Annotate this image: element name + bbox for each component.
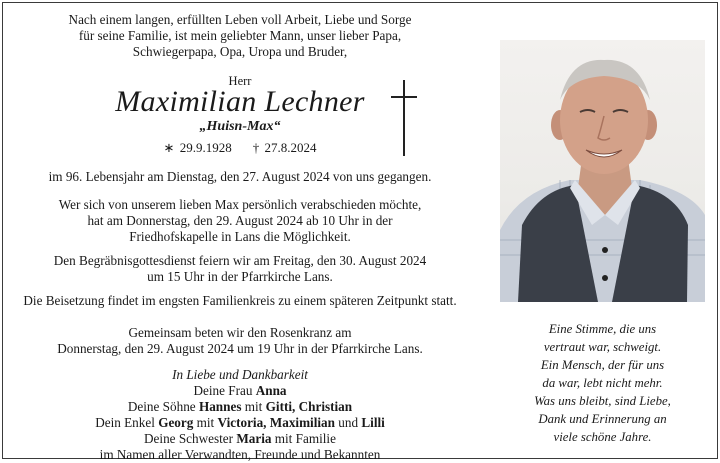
portrait-illustration [500,40,705,302]
mourner-sons: Deine Söhne Hannes mit Gitti, Christian [127,399,353,414]
age-line [0,169,480,185]
death-date: † 27.8.2024 [252,140,317,155]
poem-line: Dank und Erinnerung an [538,412,667,426]
poem-line: viele schöne Jahre. [553,430,652,444]
portrait-photo [500,40,705,302]
mourner-grandson: Dein Enkel Georg mit Victoria, Maximilian und Lilli [95,415,385,430]
poem-line: Was uns bleibt, sind Liebe, [534,394,671,408]
funeral-line: um 15 Uhr in der Pfarrkirche Lans. [147,269,333,284]
intro-line: für seine Familie, ist mein geliebter Mann, unser lieber Papa, [78,28,402,43]
mourners-list [0,367,480,463]
rosary-line: Donnerstag, den 29. August 2024 um 19 Uhr in der Pfarrkirche Lans. [57,341,423,356]
nickname: „Huisn-Max“ [199,119,281,134]
farewell-paragraph [0,197,480,245]
thanks-closing: im Namen aller Verwandten, Freunde und Bekannten [99,447,381,462]
poem-line: vertraut war, schweigt. [543,340,662,354]
poem-line: Ein Mensch, der für uns [540,358,665,372]
burial-paragraph [0,293,480,309]
funeral-paragraph [0,253,480,285]
farewell-line: Friedhofskapelle in Lans die Möglichkeit. [129,229,351,244]
intro-text [0,12,480,60]
life-dates [0,140,480,156]
mourner-wife: Deine Frau Anna [193,383,287,398]
poem-line: Eine Stimme, die uns [548,322,657,336]
intro-line: Nach einem langen, erfüllten Leben voll Arbeit, Liebe und Sorge [68,12,412,27]
poem-line: da war, lebt nicht mehr. [542,376,663,390]
deceased-name: Maximilian Lechner [115,85,365,118]
farewell-line: Wer sich von unserem lieben Max persönlich verabschieden möchte, [58,197,422,212]
rosary-line: Gemeinsam beten wir den Rosenkranz am [128,325,352,340]
poem [500,320,705,446]
title-herr: Herr [228,74,252,88]
age-text: im 96. Lebensjahr am Dienstag, den 27. August 2024 von uns gegangen. [48,169,432,184]
rosary-paragraph [0,325,480,357]
burial-line: Die Beisetzung findet im engsten Familienkreis zu einem späteren Zeitpunkt statt. [23,293,457,308]
mourner-sister: Deine Schwester Maria mit Familie [144,431,336,446]
funeral-line: Den Begräbnisgottesdienst feiern wir am Freitag, den 30. August 2024 [53,253,427,268]
birth-date: ∗ 29.9.1928 [163,140,232,155]
intro-line: Schwiegerpapa, Opa, Uropa und Bruder, [132,44,348,59]
farewell-line: hat am Donnerstag, den 29. August 2024 ab 10 Uhr in der [87,213,393,228]
thanks-intro: In Liebe und Dankbarkeit [172,367,308,382]
